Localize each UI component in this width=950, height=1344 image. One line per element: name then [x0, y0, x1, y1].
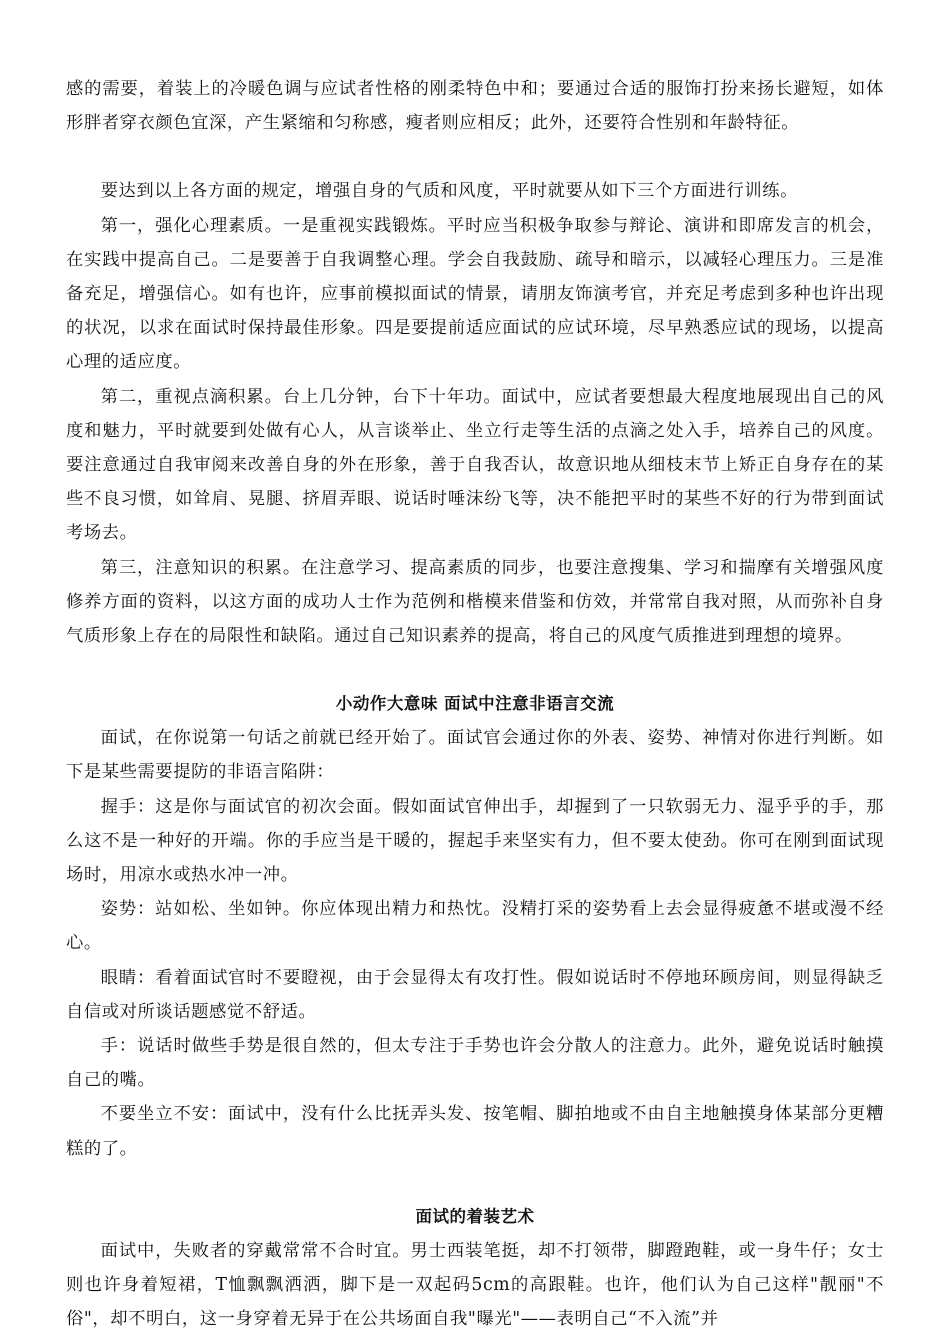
spacer — [66, 653, 884, 687]
accumulation-paragraph: 第二，重视点滴积累。台上几分钟，台下十年功。面试中，应试者要想最大程度地展现出自己的风度和魅力，平时就要到处做有心人，从言谈举止、坐立行走等生活的点滴之处入手，培养自己的风度。要注意通过自我审阅来改善自身的外在形象，善于自我否认，故意识地从细枝末节上矫正自身存在的某些不良习惯，如耸肩、晃腿、挤眉弄眼、说话时唾沫纷飞等，决不能把平时的某些不好的行为带到面试考场去。 — [66, 386, 884, 544]
document-page — [66, 72, 884, 1337]
eyes-paragraph: 眼睛：看着面试官时不要瞪视，由于会显得太有攻打性。假如说话时不停地环顾房间，则显得缺乏自信或对所谈话题感觉不舒适。 — [66, 967, 884, 1022]
hands-paragraph: 手：说话时做些手势是很自然的，但太专注于手势也许会分散人的注意力。此外，避免说话时触摸自己的嘴。 — [66, 1036, 884, 1091]
dress-paragraph: 面试中，失败者的穿戴常常不合时宜。男士西装笔挺，却不打领带，脚蹬跑鞋，或一身牛仔；女士则也许身着短裙，T恤飘飘洒洒，脚下是一双起码5cm的高跟鞋。也许，他们认为自己这样"靓丽"不俗"，却不明白，这一身穿着无异于在公共场面自我"曝光"——表明自己“不入流”并 — [66, 1240, 884, 1330]
fidget-paragraph: 不要坐立不安：面试中，没有什么比抚弄头发、按笔帽、脚拍地或不由自主地触摸身体某部分更糟糕的了。 — [66, 1104, 884, 1159]
section-title-nonverbal: 小动作大意味 面试中注意非语言交流 — [335, 694, 615, 714]
training-intro-paragraph: 要达到以上各方面的规定，增强自身的气质和风度，平时就要从如下三个方面进行训练。 — [100, 181, 798, 202]
spacer — [66, 140, 884, 174]
posture-paragraph: 姿势：站如松、坐如钟。你应体现出精力和热忱。没精打采的姿势看上去会显得疲惫不堪或漫不经心。 — [66, 899, 884, 954]
section-title-dress: 面试的着装艺术 — [415, 1206, 535, 1226]
nonverbal-intro-paragraph: 面试，在你说第一句话之前就已经开始了。面试官会通过你的外表、姿势、神情对你进行判断。如下是某些需要提防的非语言陷阱： — [66, 728, 884, 783]
spacer — [66, 1166, 884, 1200]
knowledge-paragraph: 第三，注意知识的积累。在注意学习、提高素质的同步，也要注意搜集、学习和揣摩有关增强风度修养方面的资料，以这方面的成功人士作为范例和楷模来借鉴和仿效，并常常自我对照，从而弥补自身气质形象上存在的局限性和缺陷。通过自己知识素养的提高，将自己的风度气质推进到理想的境界。 — [66, 557, 884, 647]
handshake-paragraph: 握手：这是你与面试官的初次会面。假如面试官伸出手，却握到了一只软弱无力、湿乎乎的手，那么这不是一种好的开端。你的手应当是干暖的，握起手来坚实有力，但不要太使劲。你可在刚到面试现场时，用凉水或热水冲一冲。 — [66, 796, 884, 886]
psychology-paragraph: 第一，强化心理素质。一是重视实践锻炼。平时应当积极争取参与辩论、演讲和即席发言的机会，在实践中提高自己。二是要善于自我调整心理。学会自我鼓励、疏导和暗示，以减轻心理压力。三是准备充足，增强信心。如有也许，应事前模拟面试的情景，请朋友饰演考官，并充足考虑到多种也许出现的状况，以求在面试时保持最佳形象。四是要提前适应面试的应试环境，尽早熟悉应试的现场，以提高心理的适应度。 — [66, 215, 884, 373]
intro-paragraph: 感的需要，着装上的冷暖色调与应试者性格的刚柔特色中和；要通过合适的服饰打扮来扬长避短，如体形胖者穿衣颜色宜深，产生紧缩和匀称感，瘦者则应相反；此外，还要符合性别和年龄特征。 — [66, 79, 884, 134]
